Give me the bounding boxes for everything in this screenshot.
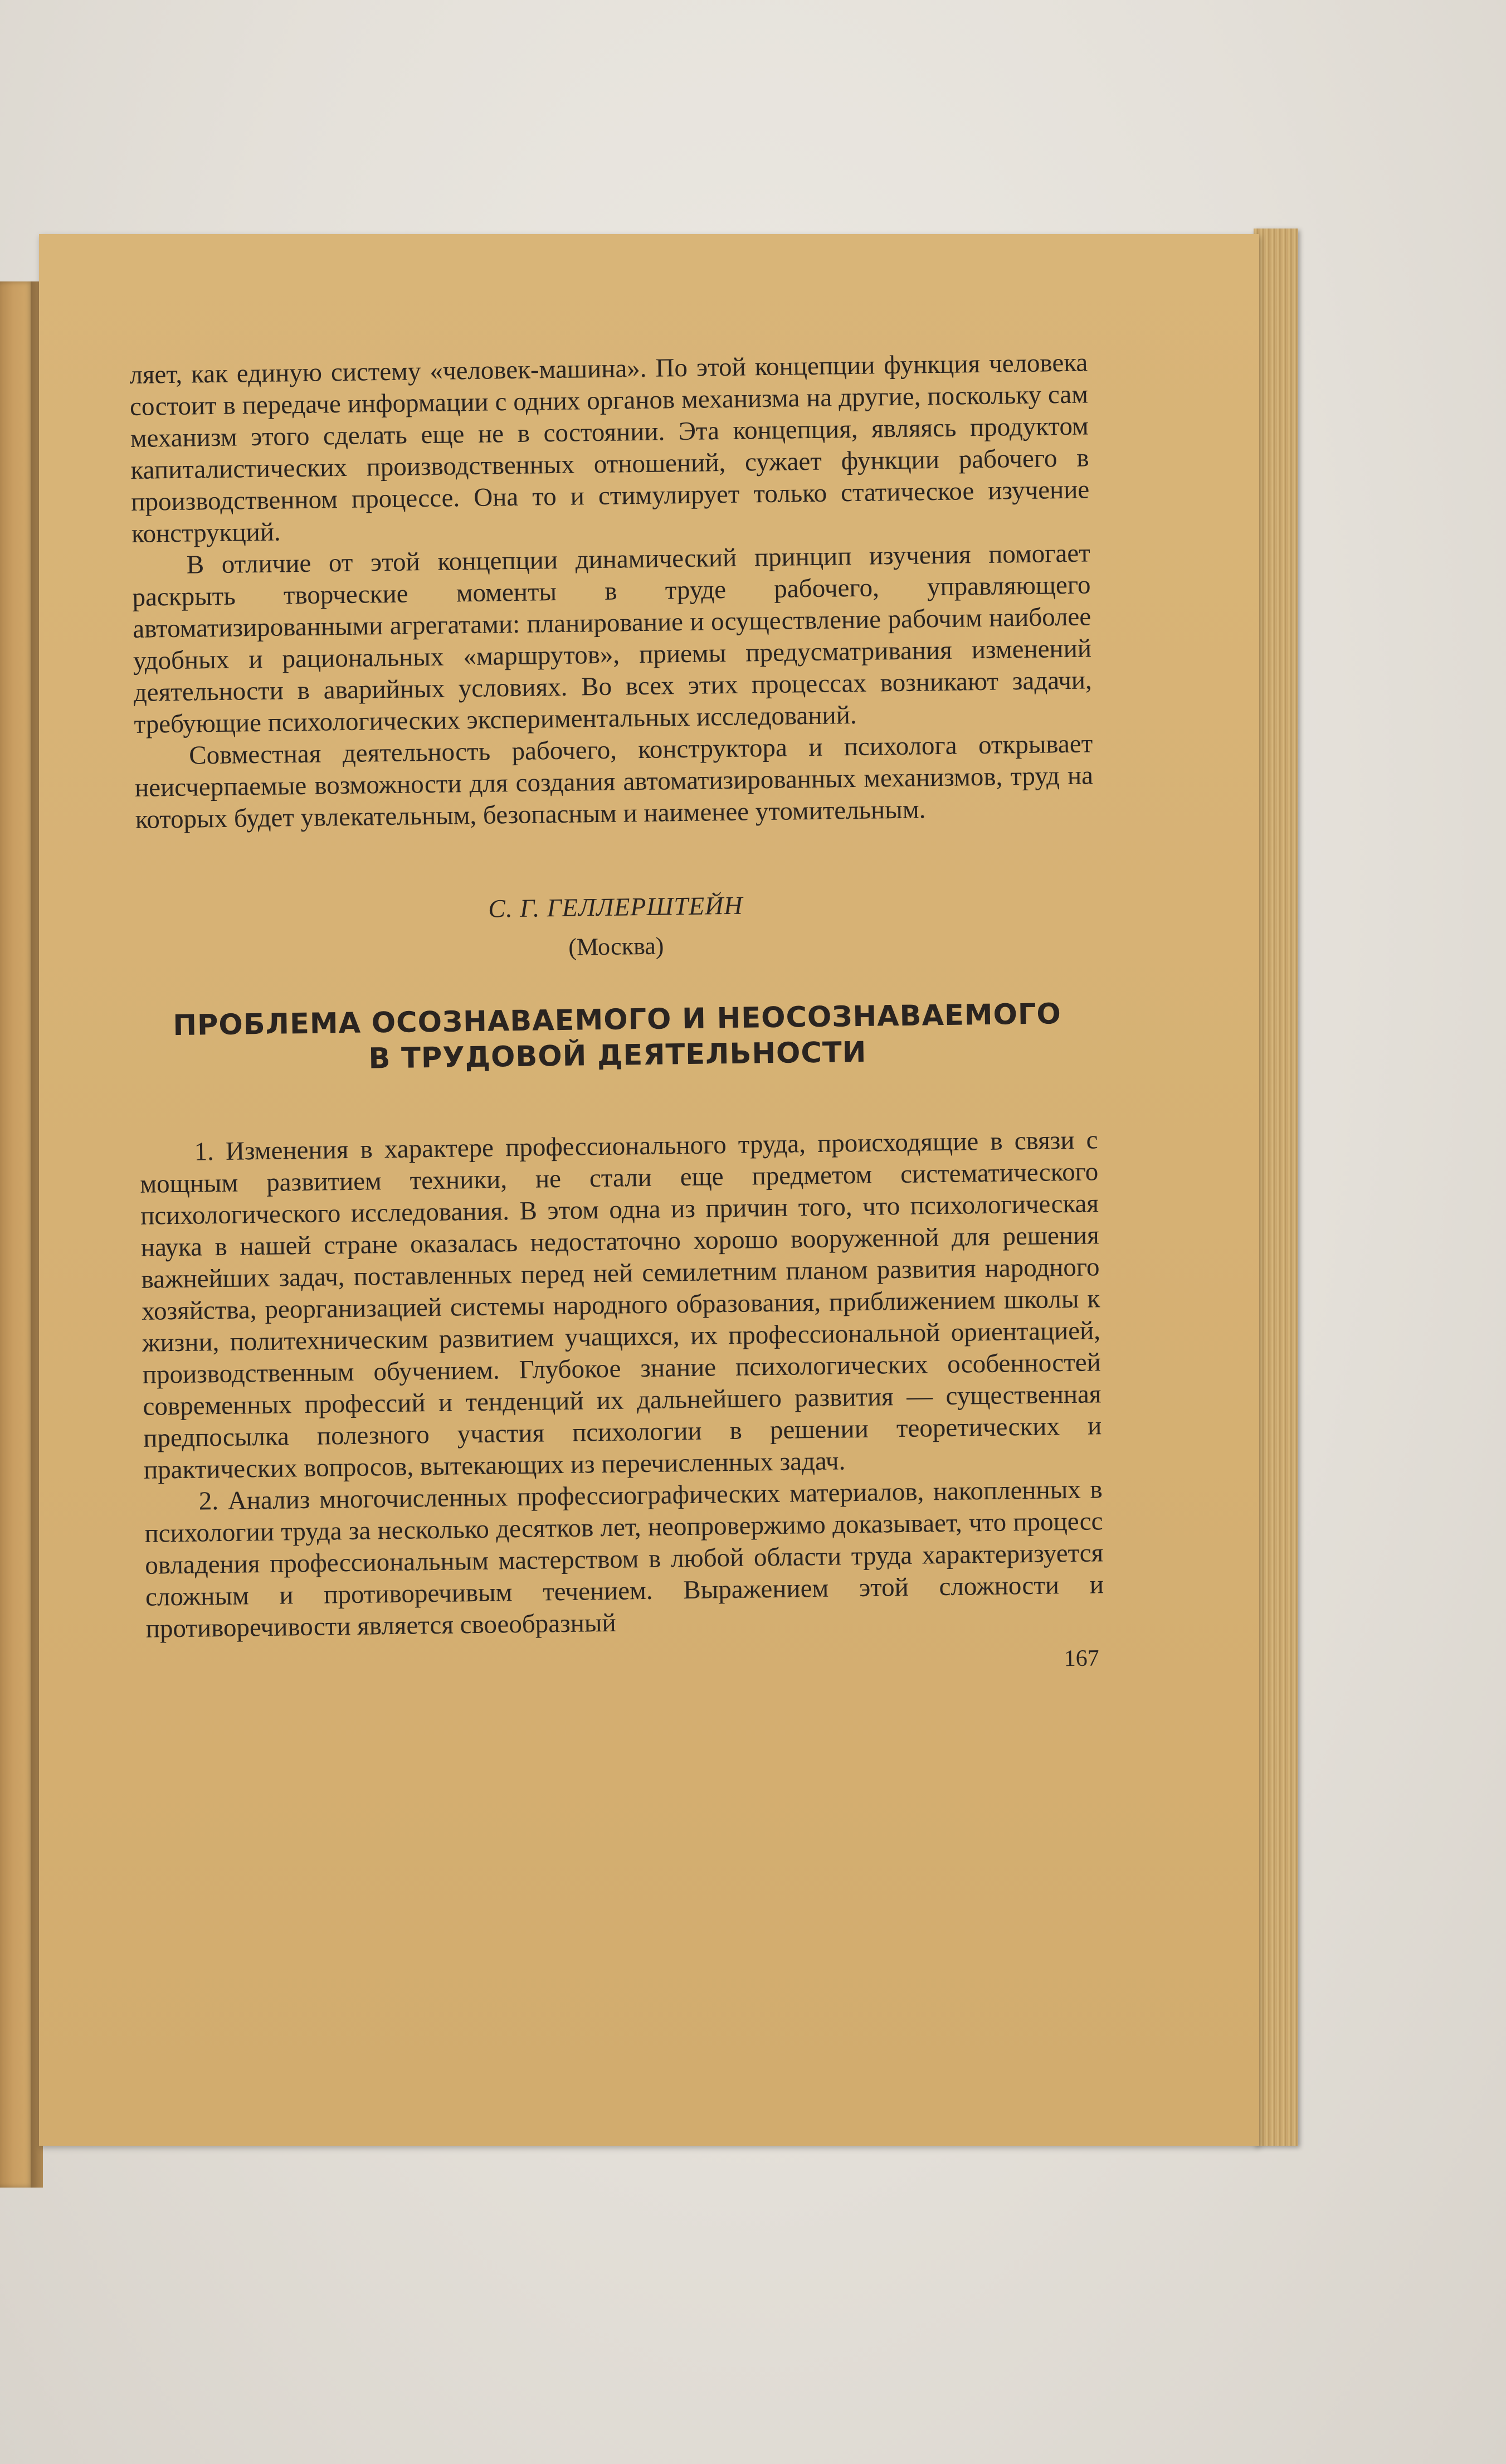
author-city: (Москва) [568, 932, 664, 961]
title-line: ПРОБЛЕМА ОСОЗНАВАЕМОГО И НЕОСОЗНАВАЕМОГО [173, 998, 1062, 1043]
paragraph: Совместная деятельность рабочего, конструктора и психолога открывает неисчерпаемые возможности для создания автоматизированных механизмов, труд на которых будет увлекательным, безопасным и наименее утомительным. [134, 729, 1094, 834]
paragraph: 1. Изменения в характере профессионального труда, происходящие в связи с мощным развитием техники, не стали еще предметом систематического психологического исследования. В этом одна из причин того, что психологическая наука в нашей стране оказалась недостаточно хорошо вооруженной для решения важнейших задач, поставленных перед ней семилетним планом развития народного хозяйства, реорганизацией системы народного образования, приближением школы к жизни, политехническим развитием учащихся, их профессиональной ориентацией, производственным обучением. Глубокое знание психологических особенностей современных профессий и тенденций их дальнейшего развития — существенная предпосылка полезного участия психологии в решении теоретических и практических вопросов, вытекающих из перечисленных задач. [140, 1125, 1102, 1485]
paragraph: ляет, как единую систему «человек-машина». По этой концепции функция человека состоит в передаче информации с одних органов механизма на другие, поскольку сам механизм этого сделать еще не в состоянии. Эта концепция, являясь продуктом капиталистических производственных отношений, сужает функции рабочего в производственном процессе. Она то и стимулирует только статическое изучение конструкций. [129, 348, 1090, 548]
paragraph: В отличие от этой концепции динамический принцип изучения помогает раскрыть творческие моменты в труде рабочего, управляющего автоматизированными агрегатами: планирование и осуществление рабочим наиболее удобных и рациональных «маршрутов», приемы предусматривания изменений деятельности в аварийных условиях. Во всех этих процессах возникают задачи, требующие психологических экспериментальных исследований. [132, 538, 1093, 739]
page-number: 167 [1064, 1645, 1099, 1672]
previous-page-edge [0, 281, 33, 2188]
page-stack-edges [1254, 229, 1298, 2146]
page-text [129, 347, 1105, 1687]
paragraph: 2. Анализ многочисленных профессиографических материалов, накопленных в психологии труда за несколько десятков лет, неопровержимо доказывает, что процесс овладения профессиональным мастерством в любой области труда характеризуется сложным и противоречивым течением. Выражением этой сложности и противоречивости является своеобразный [144, 1475, 1104, 1644]
article-title [138, 996, 1097, 1080]
title-line: В ТРУДОВОЙ ДЕЯТЕЛЬНОСТИ [368, 1036, 867, 1076]
author-name: С. Г. ГЕЛЛЕРШТЕЙН [488, 891, 743, 923]
